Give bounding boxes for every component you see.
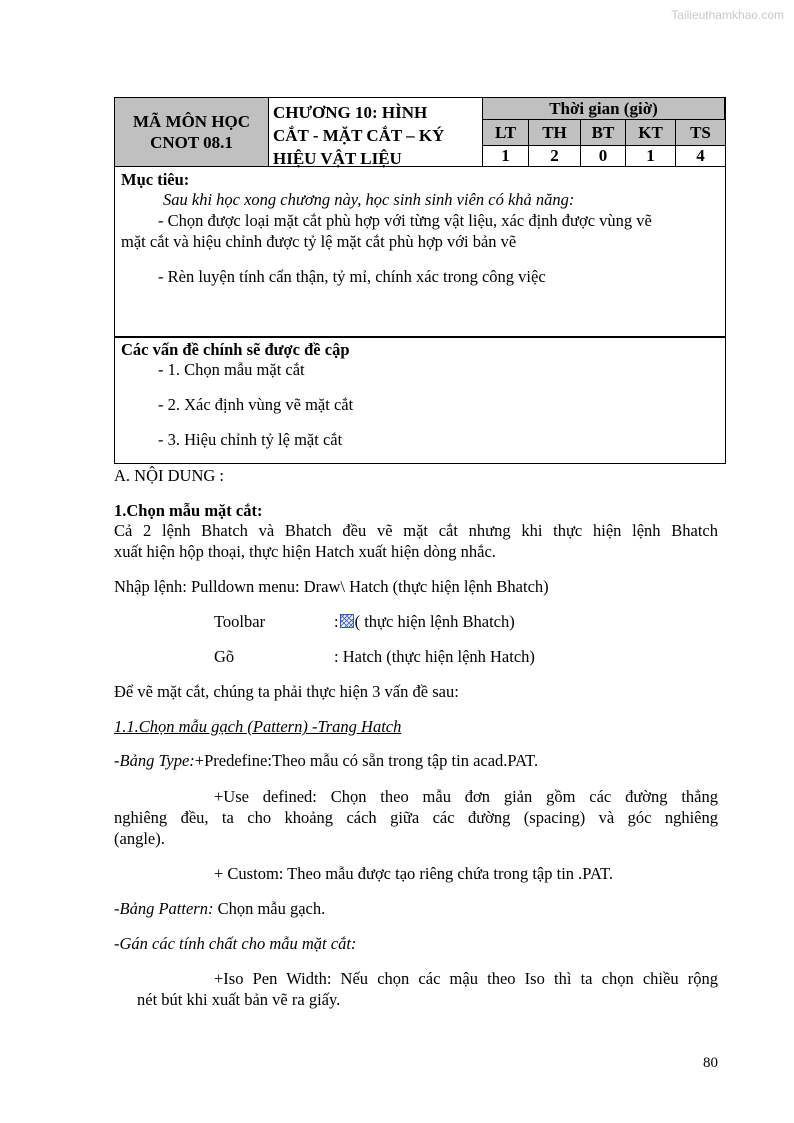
pattern-value: Chọn mẫu gạch. — [213, 899, 326, 918]
paragraph-line: Cả 2 lệnh Bhatch và Bhatch đều vẽ mặt cắt nhưng khi thực hiện lệnh Bhatch — [114, 521, 718, 540]
col-value-th: 2 — [528, 146, 580, 166]
course-code-label: MÃ MÔN HỌC — [132, 112, 251, 131]
chapter-title-line: HIỆU VẬT LIỆU — [273, 149, 402, 168]
type-table-label: -Bảng Type: — [114, 751, 195, 770]
col-label-lt: LT — [483, 120, 528, 146]
type-label: Gõ — [214, 647, 235, 666]
col-label-th: TH — [528, 120, 580, 146]
type-table-line — [114, 751, 538, 771]
time-label-cell: Thời gian (giờ) — [483, 98, 725, 120]
subsection-title: 1.Chọn mẫu mặt cắt: — [114, 501, 263, 520]
paragraph-line: nét bút khi xuất bản vẽ ra giấy. — [137, 990, 341, 1009]
objective-item: - Rèn luyện tính cẩn thận, tỷ mỉ, chính xác trong công việc — [158, 267, 546, 286]
col-label-ts: TS — [675, 120, 725, 146]
topic-item: - 1. Chọn mẫu mặt cắt — [158, 360, 305, 379]
section-title: A. NỘI DUNG : — [114, 466, 224, 485]
col-value-bt: 0 — [580, 146, 625, 166]
col-value-lt: 1 — [483, 146, 528, 166]
steps-intro: Để vẽ mặt cắt, chúng ta phải thực hiện 3 vấn đề sau: — [114, 682, 459, 701]
toolbar-label: Toolbar — [214, 612, 266, 631]
type-value: : Hatch (thực hiện lệnh Hatch) — [334, 647, 535, 666]
custom-line: + Custom: Theo mẫu được tạo riêng chứa trong tập tin .PAT. — [214, 864, 614, 883]
topics-title: Các vấn đề chính sẽ được đề cập — [121, 340, 350, 359]
paragraph-line: xuất hiện hộp thoại, thực hiện Hatch xuất hiện dòng nhắc. — [114, 542, 496, 561]
objectives-intro: Sau khi học xong chương này, học sinh sinh viên có khả năng: — [163, 190, 575, 209]
predefine-text: +Predefine:Theo mẫu có sẵn trong tập tin acad.PAT. — [194, 751, 539, 770]
col-value-kt: 1 — [625, 146, 675, 166]
col-value-ts: 4 — [675, 146, 725, 166]
objective-item: - Chọn được loại mặt cắt phù hợp với từng vật liệu, xác định được vùng vẽ — [158, 211, 652, 230]
chapter-title-line: CẮT - MẶT CẮT – KÝ — [273, 126, 445, 145]
topics-box — [114, 337, 726, 464]
objectives-box — [114, 167, 726, 337]
course-code-value: CNOT 08.1 — [150, 133, 233, 152]
hatch-toolbar-icon — [340, 613, 354, 627]
chapter-title-line: CHƯƠNG 10: HÌNH — [273, 103, 428, 122]
paragraph-line: +Use defined: Chọn theo mẫu đơn giản gồm các đường thẳng — [214, 787, 718, 806]
chapter-header-table — [114, 97, 726, 167]
subsection-title: 1.1.Chọn mẫu gạch (Pattern) -Trang Hatch — [114, 717, 402, 736]
paragraph-line: nghiêng đều, ta cho khoảng cách giữa các đường (spacing) và góc nghiêng — [114, 808, 718, 827]
col-label-kt: KT — [625, 120, 675, 146]
pattern-line — [114, 899, 325, 919]
toolbar-value-text: ( thực hiện lệnh Bhatch) — [354, 612, 515, 631]
command-line: Nhập lệnh: Pulldown menu: Draw\ Hatch (thực hiện lệnh Bhatch) — [114, 577, 549, 596]
toolbar-value: : ( thực hiện lệnh Bhatch) — [334, 612, 515, 631]
assign-properties-label: -Gán các tính chất cho mẫu mặt cắt: — [114, 934, 357, 953]
chapter-title-cell — [269, 98, 483, 166]
topic-item: - 2. Xác định vùng vẽ mặt cắt — [158, 395, 354, 414]
pattern-label: -Bảng Pattern: — [114, 899, 214, 918]
paragraph-line: (angle). — [114, 829, 165, 848]
paragraph-line: +Iso Pen Width: Nếu chọn các mậu theo Iso thì ta chọn chiều rộng — [214, 969, 718, 988]
col-label-bt: BT — [580, 120, 625, 146]
objective-item-continued: mặt cắt và hiệu chỉnh được tỷ lệ mặt cắt phù hợp với bản vẽ — [121, 232, 517, 251]
course-code-cell — [115, 98, 269, 166]
objectives-title: Mục tiêu: — [121, 170, 190, 189]
page-number: 80 — [703, 1055, 718, 1071]
topic-item: - 3. Hiệu chỉnh tỷ lệ mặt cắt — [158, 430, 343, 449]
watermark: Tailieuthamkhao.com — [671, 8, 784, 22]
